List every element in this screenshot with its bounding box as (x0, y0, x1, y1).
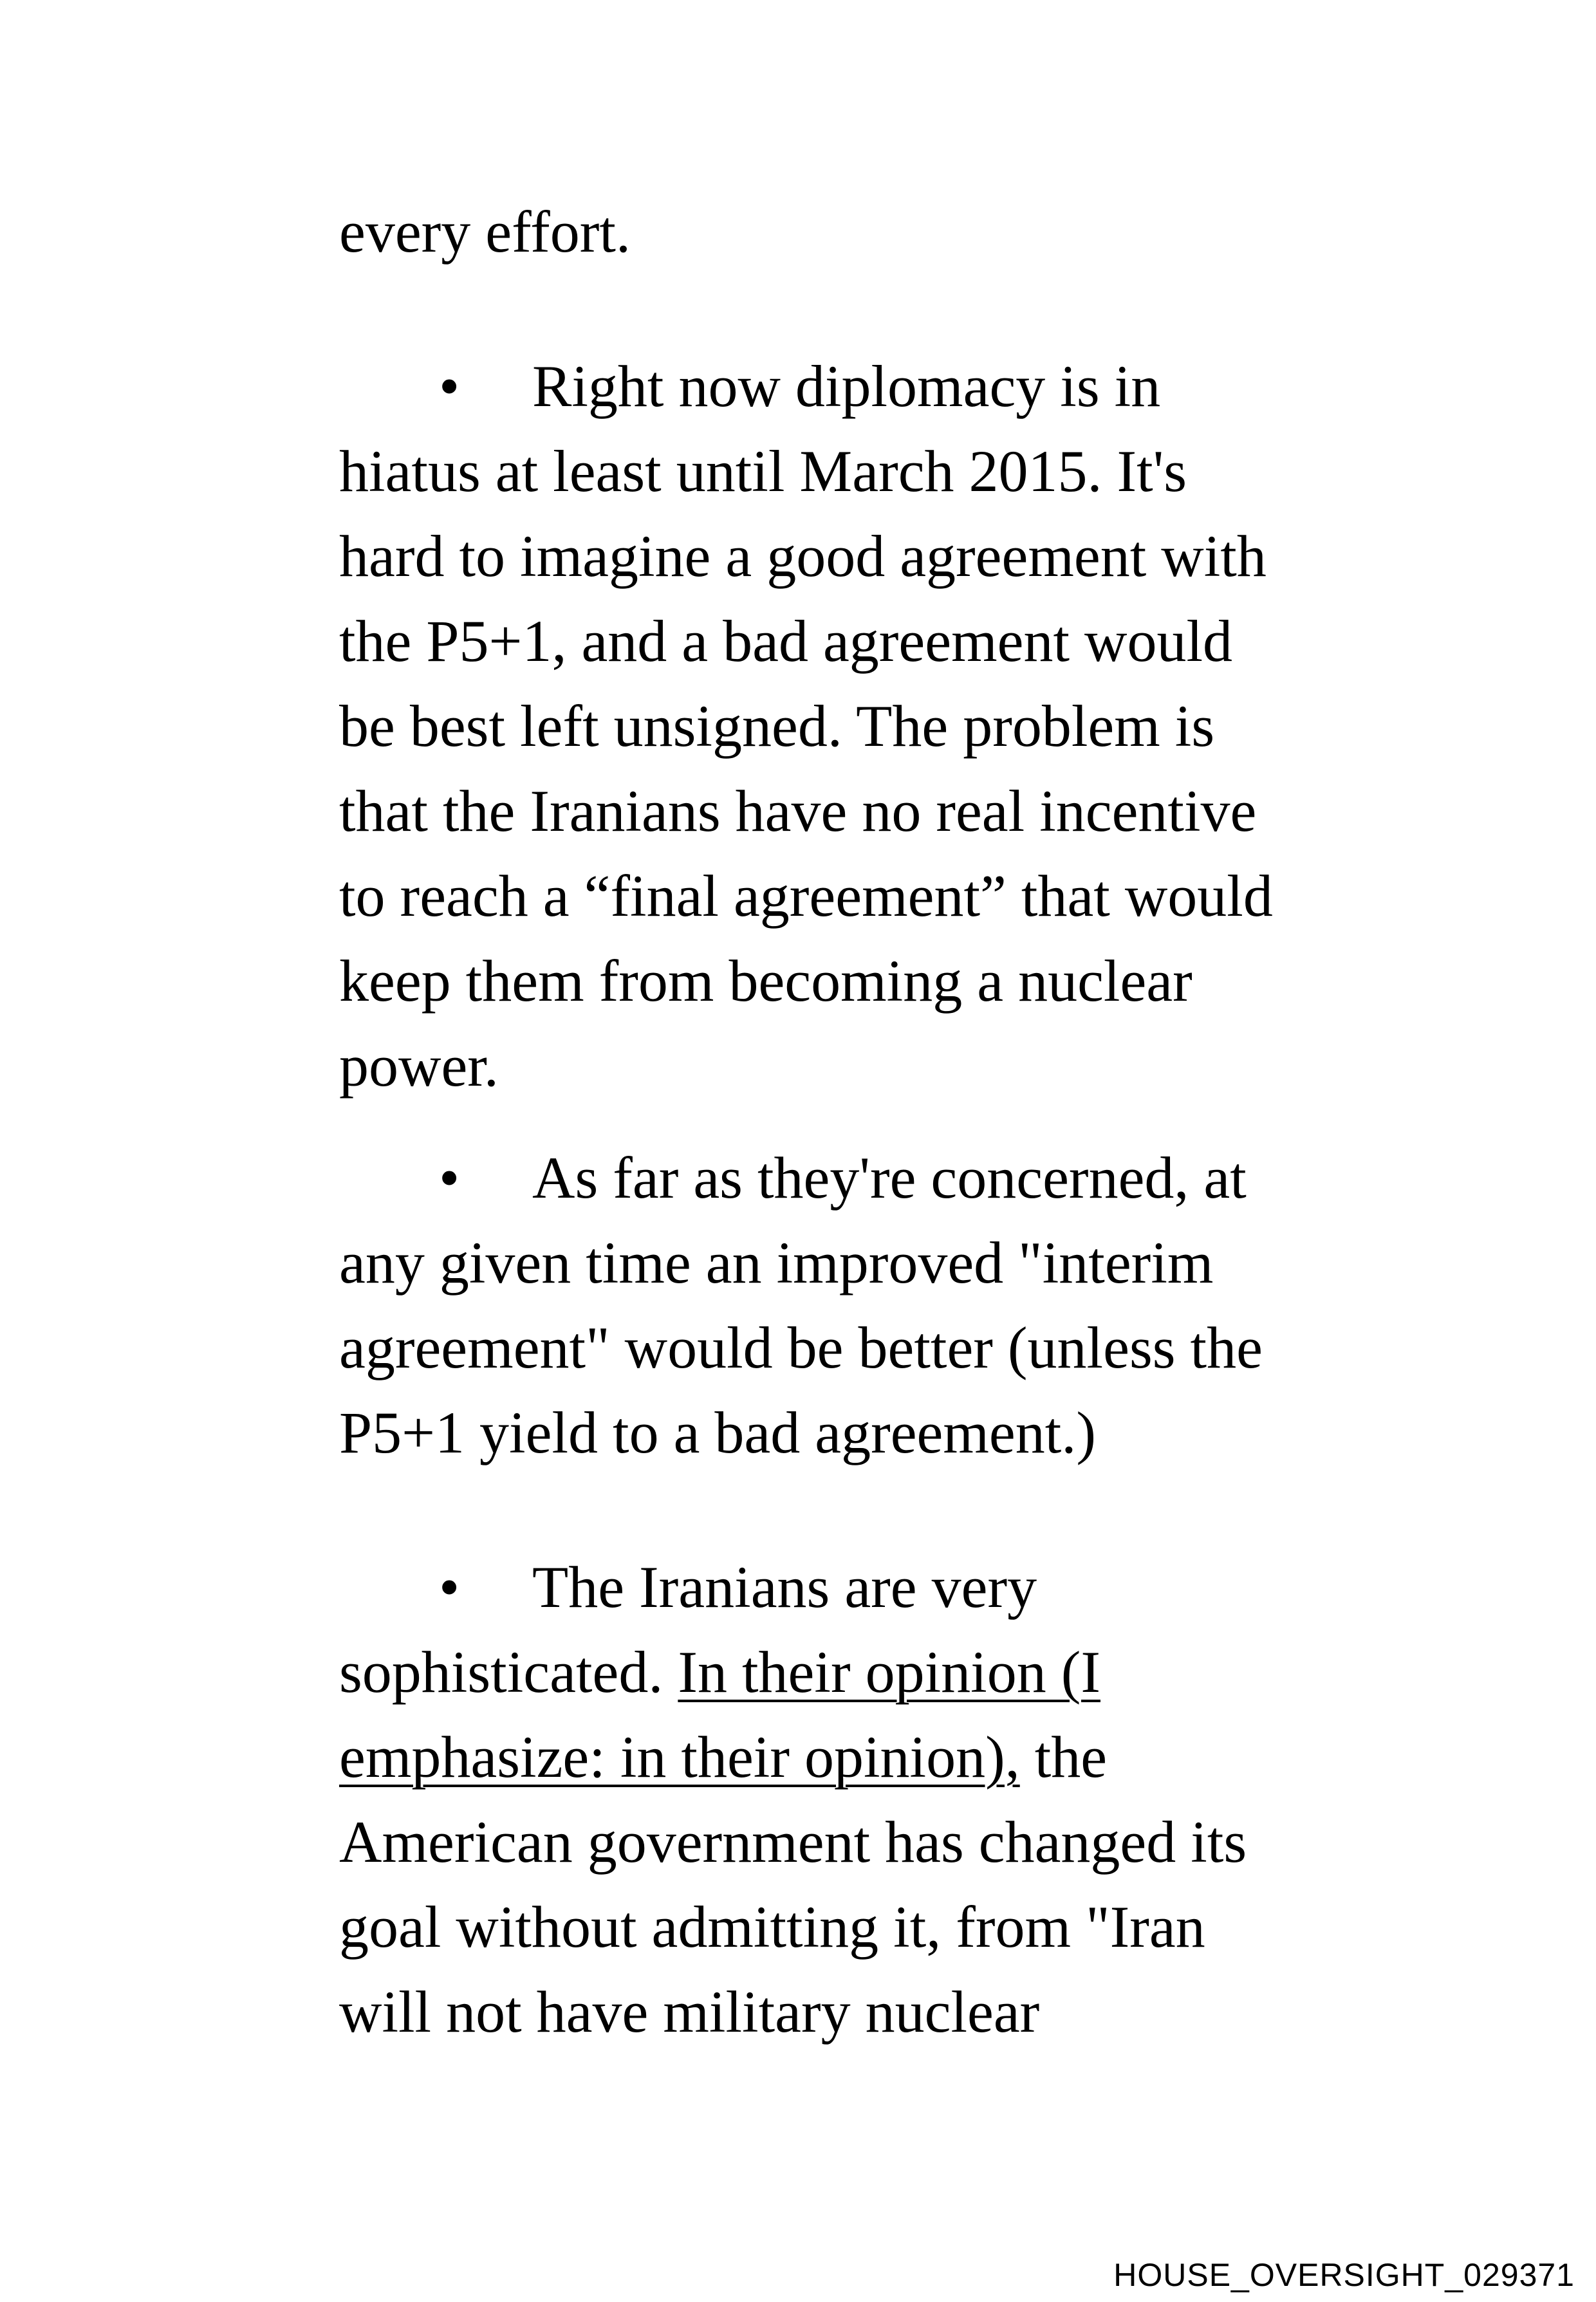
text-line: be best left unsigned. The problem is (339, 693, 1215, 759)
paragraph-diplomacy-hiatus (339, 344, 1395, 1108)
text-run: sophisticated. (339, 1639, 678, 1705)
bullet-icon: • (439, 1145, 460, 1211)
paragraph-interim-agreement (339, 1135, 1395, 1475)
text-line: will not have military nuclear (339, 1979, 1040, 2045)
bullet-line (339, 1545, 1395, 1629)
text-line: American government has changed its (339, 1809, 1247, 1875)
text-line (339, 1629, 1395, 1714)
text-line: goal without admitting it, from "Iran (339, 1894, 1205, 1960)
text-line: to reach a “final agreement” that would (339, 863, 1273, 929)
lead-text (339, 189, 1395, 274)
paragraph-iranians-sophisticated (339, 1545, 1395, 2054)
text-line: hard to imagine a good agreement with (339, 523, 1267, 589)
text-run: the (1019, 1724, 1108, 1790)
text-line (339, 1714, 1395, 1799)
text-line: that the Iranians have no real incentive (339, 778, 1257, 844)
text-line: keep them from becoming a nuclear (339, 948, 1192, 1014)
bullet-icon: • (439, 1554, 460, 1620)
underlined-emphasis: emphasize: in their opinion), (339, 1724, 1020, 1790)
underlined-emphasis: In their opinion (I (678, 1639, 1100, 1705)
text-line: the P5+1, and a bad agreement would (339, 608, 1233, 674)
bates-number: HOUSE_OVERSIGHT_029371 (1113, 2257, 1575, 2293)
bullet-line (339, 344, 1395, 429)
text-line: any given time an improved "interim (339, 1230, 1214, 1295)
text-line: hiatus at least until March 2015. It's (339, 438, 1187, 504)
text-line: every effort. (339, 199, 631, 265)
text-line: agreement" would be better (unless the (339, 1315, 1263, 1380)
text-line: power. (339, 1033, 499, 1099)
text-line: P5+1 yield to a bad agreement.) (339, 1400, 1096, 1465)
text-line: Right now diplomacy is in (532, 353, 1161, 419)
bullet-line (339, 1135, 1395, 1220)
text-line: The Iranians are very (532, 1554, 1037, 1620)
bullet-icon: • (439, 353, 460, 419)
text-line: As far as they're concerned, at (532, 1145, 1247, 1211)
